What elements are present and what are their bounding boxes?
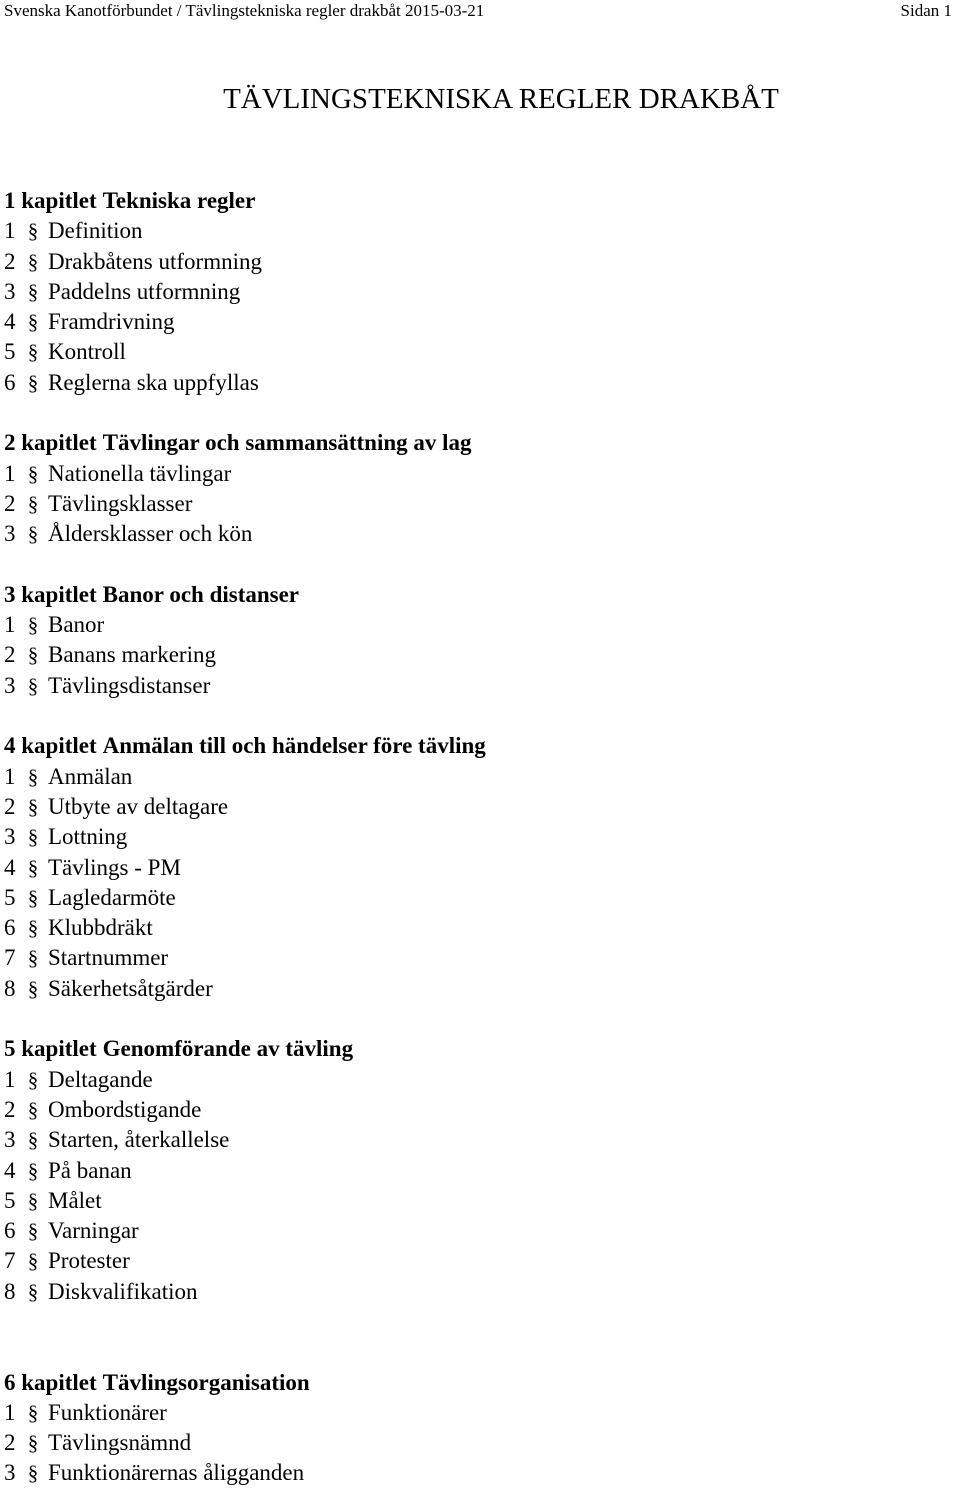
header-document-info: Svenska Kanotförbundet / Tävlingstekniska regler drakbåt 2015-03-21: [4, 1, 485, 20]
section-number: 3: [4, 1127, 16, 1153]
section-number: 1: [4, 460, 16, 486]
section-item: [4, 1065, 952, 1095]
document-title: TÄVLINGSTEKNISKA REGLER DRAKBÅT: [223, 83, 779, 115]
section-symbol: §: [27, 310, 39, 335]
section-title: Deltagande: [48, 1066, 153, 1092]
section-number: 5: [4, 884, 16, 910]
section-item: [4, 1125, 952, 1155]
chapter-spacer: [4, 550, 952, 580]
chapter-number: 6 kapitlet: [4, 1369, 97, 1395]
chapter-block: [4, 186, 952, 398]
section-item: [4, 943, 952, 973]
section-symbol: §: [27, 1128, 39, 1153]
section-number: 2: [4, 793, 16, 819]
header-page-number: Sidan 1: [900, 1, 952, 20]
chapter-heading: [4, 186, 952, 216]
section-symbol: §: [27, 522, 39, 547]
section-symbol: §: [27, 1097, 39, 1122]
section-number: 2: [4, 642, 16, 668]
section-symbol: §: [27, 1249, 39, 1274]
section-number: 1: [4, 1399, 16, 1425]
section-title: Protester: [48, 1248, 130, 1274]
section-number: 2: [4, 1430, 16, 1456]
section-number: 3: [4, 521, 16, 547]
section-title: Starten, återkallelse: [48, 1127, 230, 1153]
section-title: Banor: [48, 612, 105, 638]
section-title: Drakbåtens utformning: [48, 248, 262, 274]
section-symbol: §: [27, 249, 39, 274]
section-number: 1: [4, 763, 16, 789]
chapter-block: [4, 1368, 952, 1489]
section-item: [4, 1428, 952, 1458]
chapter-heading: [4, 1368, 952, 1398]
section-item: [4, 489, 952, 519]
section-number: 5: [4, 339, 16, 365]
chapter-heading: [4, 580, 952, 610]
section-item: [4, 640, 952, 670]
section-number: 7: [4, 945, 16, 971]
section-item: [4, 368, 952, 398]
section-title: Kontroll: [48, 339, 126, 365]
section-item: [4, 459, 952, 489]
section-title: Funktionärer: [48, 1399, 167, 1425]
section-number: 4: [4, 1157, 16, 1183]
section-title: På banan: [48, 1157, 132, 1183]
section-number: 3: [4, 1460, 16, 1486]
section-item: [4, 337, 952, 367]
chapter-block: [4, 731, 952, 1004]
chapter-number: 4 kapitlet: [4, 733, 97, 759]
section-number: 8: [4, 1278, 16, 1304]
section-symbol: §: [27, 976, 39, 1001]
section-item: [4, 1095, 952, 1125]
section-item: [4, 610, 952, 640]
chapter-spacer: [4, 398, 952, 428]
section-item: [4, 853, 952, 883]
section-item: [4, 671, 952, 701]
section-symbol: §: [27, 764, 39, 789]
section-symbol: §: [27, 916, 39, 941]
section-item: [4, 762, 952, 792]
section-symbol: §: [27, 491, 39, 516]
chapter-title: Tävlingsorganisation: [102, 1369, 310, 1395]
section-title: Tävlings - PM: [48, 854, 181, 880]
section-number: 5: [4, 1187, 16, 1213]
section-number: 1: [4, 218, 16, 244]
chapter-block: [4, 428, 952, 549]
section-number: 1: [4, 1066, 16, 1092]
chapter-number: 5 kapitlet: [4, 1036, 97, 1062]
chapter-heading: [4, 731, 952, 761]
chapter-title: Banor och distanser: [102, 581, 300, 607]
section-item: [4, 216, 952, 246]
chapter-title: Anmälan till och händelser före tävling: [102, 733, 486, 759]
section-item: [4, 1216, 952, 1246]
table-of-contents: [4, 186, 952, 1489]
section-item: [4, 974, 952, 1004]
section-number: 1: [4, 612, 16, 638]
section-symbol: §: [27, 613, 39, 638]
section-item: [4, 1277, 952, 1307]
section-title: Ombordstigande: [48, 1096, 202, 1122]
section-number: 3: [4, 278, 16, 304]
section-symbol: §: [27, 279, 39, 304]
section-item: [4, 1458, 952, 1488]
section-symbol: §: [27, 340, 39, 365]
section-number: 6: [4, 369, 16, 395]
chapter-title: Genomförande av tävling: [102, 1036, 354, 1062]
section-symbol: §: [27, 1279, 39, 1304]
section-title: Framdrivning: [48, 309, 175, 335]
section-symbol: §: [27, 825, 39, 850]
section-symbol: §: [27, 1219, 39, 1244]
section-title: Säkerhetsåtgärder: [48, 975, 213, 1001]
section-title: Diskvalifikation: [48, 1278, 198, 1304]
section-title: Startnummer: [48, 945, 169, 971]
section-item: [4, 822, 952, 852]
section-item: [4, 247, 952, 277]
section-item: [4, 792, 952, 822]
section-title: Utbyte av deltagare: [48, 793, 229, 819]
chapter-heading: [4, 1034, 952, 1064]
chapter-title: Tekniska regler: [102, 188, 256, 213]
section-symbol: §: [27, 1461, 39, 1486]
chapter-spacer: [4, 701, 952, 731]
chapter-block: [4, 580, 952, 701]
section-symbol: §: [27, 1400, 39, 1425]
section-title: Varningar: [48, 1218, 139, 1244]
section-number: 3: [4, 824, 16, 850]
chapter-heading: [4, 428, 952, 458]
section-number: 4: [4, 309, 16, 335]
section-item: [4, 1398, 952, 1428]
section-item: [4, 519, 952, 549]
section-item: [4, 913, 952, 943]
section-title: Lottning: [48, 824, 128, 850]
section-symbol: §: [27, 885, 39, 910]
section-symbol: §: [27, 946, 39, 971]
section-title: Reglerna ska uppfyllas: [48, 369, 259, 395]
chapter-block: [4, 1034, 952, 1307]
section-title: Klubbdräkt: [48, 915, 153, 941]
section-symbol: §: [27, 794, 39, 819]
section-item: [4, 1186, 952, 1216]
section-number: 4: [4, 854, 16, 880]
section-title: Definition: [48, 218, 143, 244]
section-symbol: §: [27, 1067, 39, 1092]
chapter-title: Tävlingar och sammansättning av lag: [102, 430, 472, 456]
section-symbol: §: [27, 855, 39, 880]
section-number: 3: [4, 672, 16, 698]
section-title: Nationella tävlingar: [48, 460, 232, 486]
section-number: 6: [4, 1218, 16, 1244]
section-title: Tävlingsdistanser: [48, 672, 211, 698]
section-title: Paddelns utformning: [48, 278, 241, 304]
section-title: Tävlingsklasser: [48, 490, 193, 516]
section-item: [4, 883, 952, 913]
section-symbol: §: [27, 370, 39, 395]
section-title: Tävlingsnämnd: [48, 1430, 192, 1456]
section-number: 2: [4, 490, 16, 516]
section-number: 2: [4, 248, 16, 274]
chapter-number: 3 kapitlet: [4, 581, 97, 607]
section-symbol: §: [27, 1431, 39, 1456]
section-symbol: §: [27, 673, 39, 698]
chapter-number: 2 kapitlet: [4, 430, 97, 456]
section-title: Lagledarmöte: [48, 884, 176, 910]
section-item: [4, 1156, 952, 1186]
chapter-number: 1 kapitlet: [4, 188, 97, 213]
section-symbol: §: [27, 643, 39, 668]
chapter-spacer: [4, 1307, 952, 1368]
section-title: Funktionärernas åligganden: [48, 1460, 305, 1486]
page-header: [4, 0, 952, 22]
section-title: Målet: [48, 1187, 102, 1213]
section-number: 7: [4, 1248, 16, 1274]
section-symbol: §: [27, 219, 39, 244]
section-item: [4, 1246, 952, 1276]
section-number: 2: [4, 1096, 16, 1122]
section-title: Banans markering: [48, 642, 216, 668]
section-symbol: §: [27, 461, 39, 486]
section-number: 6: [4, 915, 16, 941]
section-symbol: §: [27, 1158, 39, 1183]
chapter-spacer: [4, 1004, 952, 1034]
section-number: 8: [4, 975, 16, 1001]
section-item: [4, 277, 952, 307]
section-title: Anmälan: [48, 763, 133, 789]
section-item: [4, 307, 952, 337]
section-title: Åldersklasser och kön: [48, 521, 253, 547]
section-symbol: §: [27, 1188, 39, 1213]
